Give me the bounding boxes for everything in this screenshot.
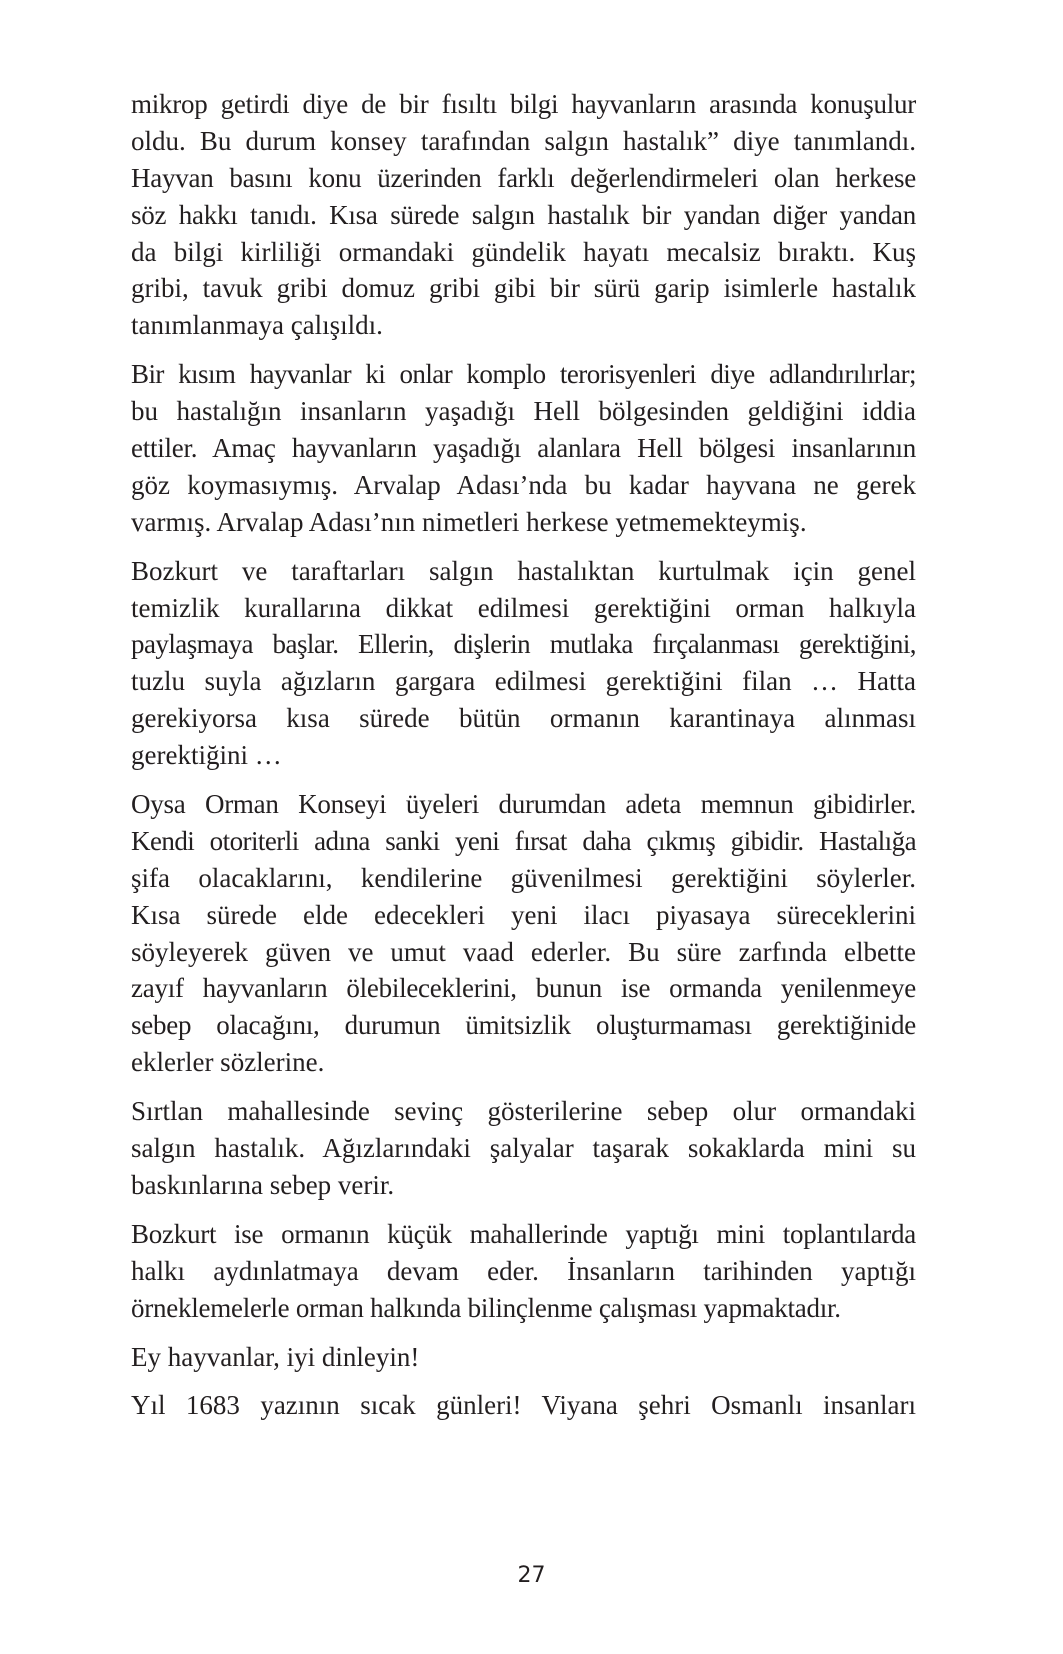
paragraph-1 bbox=[131, 86, 916, 344]
text-line: Bozkurt ise ormanın küçük mahallerinde yaptığı mini toplantılarda bbox=[131, 1218, 916, 1249]
text-line: halkı aydınlatmaya devam eder. İnsanların tarihinden yaptığı bbox=[131, 1255, 916, 1286]
paragraph-3 bbox=[131, 553, 916, 774]
text-line: tanımlanmaya çalışıldı. bbox=[131, 310, 383, 341]
text-line: gribi, tavuk gribi domuz gribi gibi bir sürü garip isimlerle hastalık bbox=[131, 273, 916, 304]
text-line: Oysa Orman Konseyi üyeleri durumdan adeta memnun gibidirler. bbox=[131, 789, 916, 820]
text-line: şifa olacaklarını, kendilerine güvenilmesi gerektiğini söylerler. bbox=[131, 862, 916, 893]
paragraph-5 bbox=[131, 1093, 916, 1204]
paragraph-8 bbox=[131, 1387, 916, 1424]
text-line: Kısa sürede elde edecekleri yeni ilacı piyasaya süreceklerini bbox=[131, 899, 916, 930]
text-line: Bozkurt ve taraftarları salgın hastalıktan kurtulmak için genel bbox=[131, 555, 916, 586]
text-line: Bir kısım hayvanlar ki onlar komplo terorisyenleri diye adlandırılırlar; bbox=[131, 359, 916, 390]
text-line: baskınlarına sebep verir. bbox=[131, 1169, 395, 1200]
text-line: bu hastalığın insanların yaşadığı Hell bölgesinden geldiğini iddia bbox=[131, 396, 916, 427]
text-line: mikrop getirdi diye de bir fısıltı bilgi hayvanların arasında konuşulur bbox=[131, 89, 916, 119]
text-line: oldu. Bu durum konsey tarafından salgın hastalık” diye tanımlandı. bbox=[131, 125, 916, 156]
paragraph-7 bbox=[131, 1339, 916, 1376]
text-line: paylaşmaya başlar. Ellerin, dişlerin mutlaka fırçalanması gerektiğini, bbox=[131, 629, 916, 660]
text-line: gerektiğini … bbox=[131, 740, 282, 771]
text-line: örneklemelerle orman halkında bilinçlenme çalışması yapmaktadır. bbox=[131, 1292, 841, 1323]
text-line: salgın hastalık. Ağızlarındaki şalyalar taşarak sokaklarda mini su bbox=[131, 1133, 916, 1164]
text-line: tuzlu suyla ağızların gargara edilmesi gerektiğini filan … Hatta bbox=[131, 666, 916, 697]
text-line: söz hakkı tanıdı. Kısa sürede salgın hastalık bir yandan diğer yandan bbox=[131, 199, 916, 230]
text-line: ettiler. Amaç hayvanların yaşadığı alanlara Hell bölgesi insanlarının bbox=[131, 433, 916, 464]
text-line: Ey hayvanlar, iyi dinleyin! bbox=[131, 1341, 420, 1372]
text-line: göz koymasıymış. Arvalap Adası’nda bu kadar hayvana ne gerek bbox=[131, 469, 916, 500]
text-line: söyleyerek güven ve umut vaad ederler. Bu süre zarfında elbette bbox=[131, 936, 916, 967]
text-line: Hayvan basını konu üzerinden farklı değerlendirmeleri olan herkese bbox=[131, 162, 916, 193]
text-line: Sırtlan mahallesinde sevinç gösterilerine sebep olur ormandaki bbox=[131, 1096, 916, 1127]
paragraph-2 bbox=[131, 356, 916, 540]
text-line: eklerler sözlerine. bbox=[131, 1047, 325, 1078]
paragraph-6 bbox=[131, 1216, 916, 1327]
text-line: zayıf hayvanların ölebileceklerini, bunun ise ormanda yenilenmeye bbox=[131, 973, 916, 1004]
paragraph-4 bbox=[131, 786, 916, 1081]
book-page-body bbox=[131, 86, 916, 1436]
text-line: Yıl 1683 yazının sıcak günleri! Viyana şehri Osmanlı insanları bbox=[131, 1390, 916, 1421]
page-number: 27 bbox=[517, 1563, 546, 1588]
text-line: Kendi otoriterli adına sanki yeni fırsat daha çıkmış gibidir. Hastalığa bbox=[131, 825, 916, 856]
text-line: varmış. Arvalap Adası’nın nimetleri herkese yetmemekteymiş. bbox=[131, 506, 807, 537]
text-line: gerekiyorsa kısa sürede bütün ormanın karantinaya alınması bbox=[131, 703, 916, 734]
text-line: temizlik kurallarına dikkat edilmesi gerektiğini orman halkıyla bbox=[131, 592, 916, 623]
text-line: sebep olacağını, durumun ümitsizlik oluşturmaması gerektiğinide bbox=[131, 1010, 916, 1041]
text-line: da bilgi kirliliği ormandaki gündelik hayatı mecalsiz bıraktı. Kuş bbox=[131, 236, 916, 267]
